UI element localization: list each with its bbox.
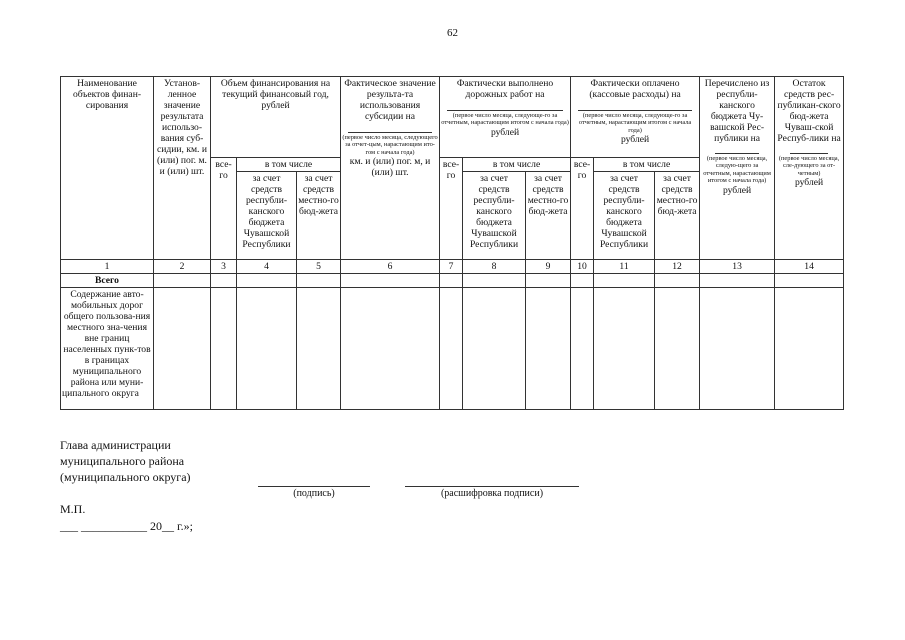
col-number: 9 bbox=[526, 260, 571, 274]
col-number: 6 bbox=[341, 260, 440, 274]
col-number: 8 bbox=[463, 260, 526, 274]
table-cell bbox=[526, 274, 571, 288]
col-number: 1 bbox=[61, 260, 154, 274]
table-cell bbox=[154, 288, 211, 410]
report-table bbox=[60, 76, 844, 410]
signatory-title bbox=[60, 437, 191, 485]
col13-header bbox=[700, 77, 775, 260]
table-cell bbox=[463, 274, 526, 288]
table-cell bbox=[297, 274, 341, 288]
col7-9-note: (первое число месяца, следующе-го за отчетным, нарастающим итогом с начала года) bbox=[441, 112, 569, 127]
col6-header bbox=[341, 77, 440, 260]
col7-9-unit: рублей bbox=[490, 126, 520, 138]
table-cell bbox=[341, 274, 440, 288]
col13-blank bbox=[715, 144, 759, 154]
col14-header bbox=[775, 77, 844, 260]
table-cell bbox=[440, 288, 463, 410]
col-number: 10 bbox=[571, 260, 594, 274]
page-number: 62 bbox=[447, 27, 458, 39]
col4-header: за счет средств республи-канского бюджета Чувашской Республики bbox=[237, 172, 297, 260]
col10-12-unit: рублей bbox=[620, 134, 650, 146]
col12-header: за счет средств местно-го бюд-жета bbox=[655, 172, 700, 260]
col-number: 2 bbox=[154, 260, 211, 274]
table-cell bbox=[211, 274, 237, 288]
col6-unit: км. и (или) пог. м, и (или) шт. bbox=[349, 156, 431, 179]
table-cell bbox=[237, 274, 297, 288]
col14-blank bbox=[790, 144, 828, 154]
col-number: 5 bbox=[297, 260, 341, 274]
row-total-label: Всего bbox=[61, 274, 154, 288]
table-row-item bbox=[61, 288, 844, 410]
table-cell bbox=[571, 288, 594, 410]
col6-title: Фактическое значение результа-та использования субсидии на bbox=[344, 78, 436, 122]
signature-line bbox=[258, 486, 370, 487]
table-cell bbox=[775, 274, 844, 288]
col8-9-incl: в том числе bbox=[463, 158, 571, 172]
col5-header: за счет средств местно-го бюд-жета bbox=[297, 172, 341, 260]
table-cell bbox=[571, 274, 594, 288]
table-cell bbox=[211, 288, 237, 410]
col3-5-header: Объем финансирования на текущий финансовый год, рублей bbox=[211, 77, 341, 158]
date-line: ___ ___________ 20__ г.»; bbox=[60, 519, 193, 533]
col4-5-incl: в том числе bbox=[237, 158, 341, 172]
signatory-line-1: Глава администрации bbox=[60, 438, 171, 452]
col8-header: за счет средств республи-канского бюджета Чувашской Республики bbox=[463, 172, 526, 260]
col-number: 11 bbox=[594, 260, 655, 274]
col2-header: Установ-ленное значение результата использо-вания суб-сидии, км. и (или) пог. м. и (или) шт. bbox=[154, 77, 211, 260]
col10-12-blank bbox=[578, 100, 692, 111]
signature-decode-line bbox=[405, 486, 579, 487]
col7-9-blank bbox=[447, 100, 563, 111]
col1-header: Наименование объектов финан-сирования bbox=[61, 77, 154, 260]
col-number: 7 bbox=[440, 260, 463, 274]
col-number: 12 bbox=[655, 260, 700, 274]
table-cell bbox=[700, 274, 775, 288]
col9-header: за счет средств местно-го бюд-жета bbox=[526, 172, 571, 260]
col-number: 4 bbox=[237, 260, 297, 274]
signatory-line-3: (муниципального округа) bbox=[60, 470, 191, 484]
col7-9-title: Фактически выполнено дорожных работ на bbox=[456, 78, 554, 100]
col13-unit: рублей bbox=[722, 184, 752, 196]
row-item-label: Содержание авто-мобильных дорог общего пользова-ния местного зна-чения вне границ населенных пунк-тов в границах муниципального района или муни-ципального округа bbox=[61, 288, 154, 410]
table-cell bbox=[341, 288, 440, 410]
signatory-line-2: муниципального района bbox=[60, 454, 185, 468]
col-number: 3 bbox=[211, 260, 237, 274]
col3-header: все-го bbox=[211, 158, 237, 260]
table-cell bbox=[655, 274, 700, 288]
col11-12-incl: в том числе bbox=[594, 158, 700, 172]
table-cell bbox=[594, 288, 655, 410]
col13-note: (первое число месяца, следую-щего за отчетным, нарастающим итогом с начала года) bbox=[703, 155, 771, 185]
table-cell bbox=[237, 288, 297, 410]
col14-unit: рублей bbox=[794, 177, 824, 189]
table-cell bbox=[463, 288, 526, 410]
col10-12-header bbox=[571, 77, 700, 158]
col10-header: все-го bbox=[571, 158, 594, 260]
col10-12-note: (первое число месяца, следующе-го за отчетным, нарастающим итогом с начала года) bbox=[578, 112, 692, 134]
seal-mark: М.П. bbox=[60, 502, 86, 516]
col7-9-header bbox=[440, 77, 571, 158]
table-cell bbox=[775, 288, 844, 410]
col6-blank bbox=[348, 122, 432, 133]
table-row-total bbox=[61, 274, 844, 288]
signature-decode-label: (расшифровка подписи) bbox=[440, 488, 544, 499]
table-cell bbox=[526, 288, 571, 410]
col7-header: все-го bbox=[440, 158, 463, 260]
col-number: 13 bbox=[700, 260, 775, 274]
col6-note: (первое число месяца, следующего за отчет-цым, нарастающим ито-гом с начала года) bbox=[342, 134, 438, 156]
table-cell bbox=[655, 288, 700, 410]
table-cell bbox=[297, 288, 341, 410]
table-cell bbox=[440, 274, 463, 288]
table-cell bbox=[700, 288, 775, 410]
col13-title: Перечислено из республи-канского бюджета Чу-вашской Рес-публики на bbox=[704, 78, 770, 144]
table-cell bbox=[154, 274, 211, 288]
col10-12-title: Фактически оплачено (кассовые расходы) на bbox=[589, 78, 681, 100]
col14-note: (первое число месяца, сле-дующего за от-четным) bbox=[778, 155, 840, 177]
table-cell bbox=[594, 274, 655, 288]
col-number: 14 bbox=[775, 260, 844, 274]
signature-label: (подпись) bbox=[293, 488, 335, 499]
col14-title: Остаток средств рес-публикан-ского бюд-жета Чуваш-ской Респуб-лики на bbox=[777, 78, 841, 144]
col11-header: за счет средств республи-канского бюджета Чувашской Республики bbox=[594, 172, 655, 260]
